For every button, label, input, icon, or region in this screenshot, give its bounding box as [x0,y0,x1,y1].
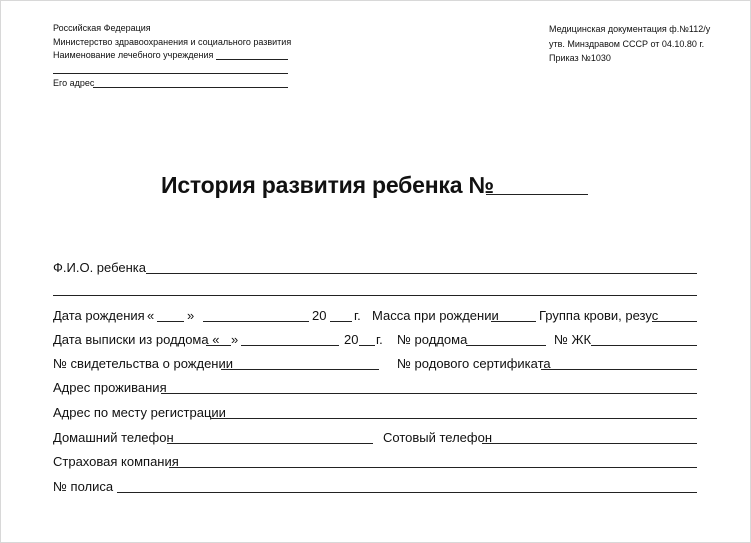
maternity-number-field[interactable] [466,345,546,346]
address-label: Его адрес [53,78,95,88]
birth-year-suffix: г. [354,308,361,323]
registration-address-field[interactable] [211,418,697,419]
discharge-year-suffix: г. [376,332,383,347]
address-row [53,77,291,91]
discharge-day-field[interactable] [206,345,231,346]
birth-month-field[interactable] [203,321,309,322]
form-code-line: Медицинская документация ф.№112/у [549,24,711,34]
institution-name-field[interactable] [216,59,288,60]
birth-year-prefix: 20 [312,308,327,323]
institution-name-row [53,49,291,63]
birth-certificate-number-label: № свидетельства о рождении [53,356,234,371]
policy-number-label: № полиса [53,479,114,494]
birth-date-label: Дата рождения [53,308,145,323]
birth-day-close-quote: » [187,308,195,323]
birth-certificate-number-field[interactable] [221,369,379,370]
maternity-certificate-label: № родового сертификата [397,356,551,371]
birth-day-open-quote: « [147,308,155,323]
child-name-field-2[interactable] [53,295,697,296]
approval-line: утв. Минздравом СССР от 04.10.80 г. [549,38,705,49]
registration-address-label: Адрес по месту регистрации [53,405,226,420]
document-title-text: История развития ребенка № [161,172,494,198]
discharge-day-close-quote: » [231,332,239,347]
form-reference-block [549,22,710,66]
discharge-year-prefix: 20 [344,332,359,347]
institution-name-continuation-row [53,63,291,77]
discharge-month-field[interactable] [241,345,339,346]
discharge-date-label: Дата выписки из роддома « [53,332,220,347]
maternity-certificate-field[interactable] [541,369,697,370]
blood-group-field[interactable] [652,321,697,322]
document-title [161,172,494,199]
birth-weight-label: Масса при рождении [372,308,499,323]
home-phone-label: Домашний телефон [53,430,174,445]
discharge-year-field[interactable] [359,345,375,346]
country-line: Российская Федерация [53,23,151,33]
birth-day-field[interactable] [157,321,184,322]
maternity-number-label: № роддома [397,332,468,347]
institution-name-label: Наименование лечебного учреждения [53,50,214,60]
zhk-number-field[interactable] [591,345,697,346]
child-name-label: Ф.И.О. ребенка [53,260,147,275]
policy-number-field[interactable] [117,492,697,493]
home-phone-field[interactable] [167,443,373,444]
issuer-block [53,22,291,91]
mobile-phone-field[interactable] [482,443,697,444]
insurance-company-label: Страховая компания [53,454,179,469]
child-name-field[interactable] [146,273,697,274]
residence-address-field[interactable] [161,393,697,394]
institution-name-field-2[interactable] [53,73,288,74]
order-line: Приказ №1030 [549,53,611,63]
blood-group-label: Группа крови, резус [539,308,659,323]
residence-address-label: Адрес проживания [53,380,167,395]
institution-address-field[interactable] [93,87,288,88]
history-number-field[interactable] [486,194,588,195]
mobile-phone-label: Сотовый телефон [383,430,493,445]
insurance-company-field[interactable] [169,467,697,468]
birth-year-field[interactable] [330,321,352,322]
birth-weight-field[interactable] [491,321,536,322]
zhk-number-label: № ЖК [554,332,592,347]
ministry-line: Министерство здравоохранения и социального развития [53,36,292,47]
